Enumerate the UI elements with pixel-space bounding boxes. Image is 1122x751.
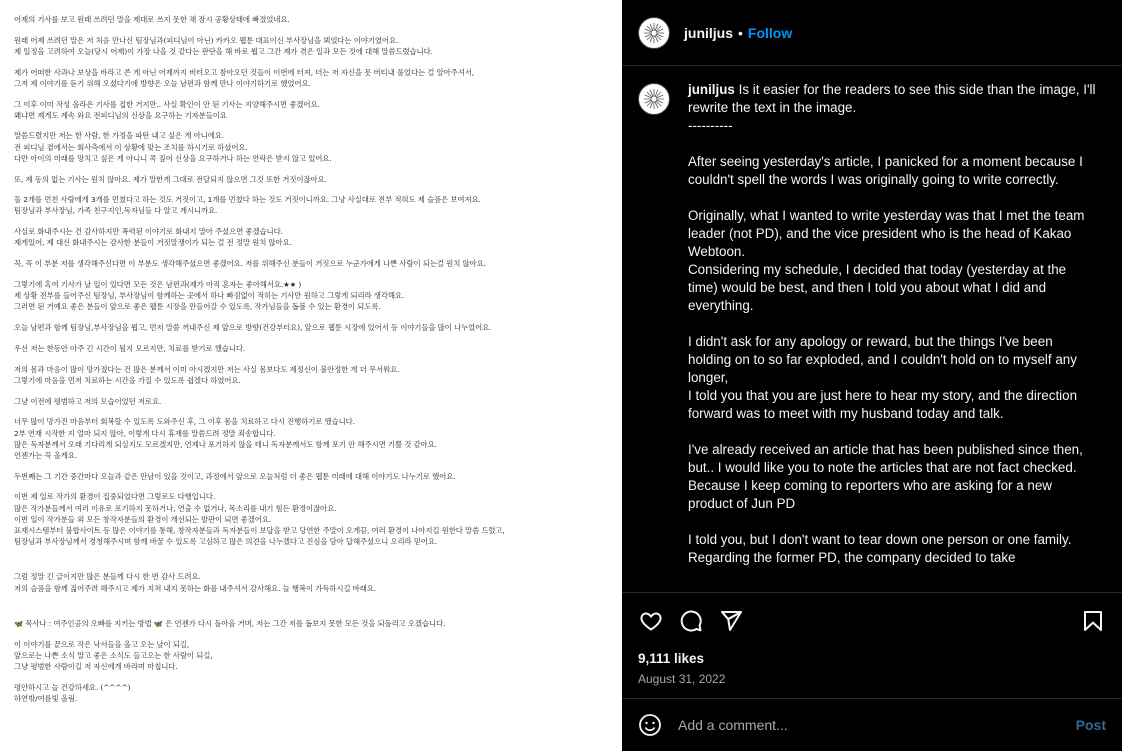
image-text-line: 원래 어제 쓰려던 말은 저 처음 만나신 팀장님과(피디님이 아닌) 카카오 웹툰 대표이신 부사장님을 뵈었다는 이야기였어요.	[14, 35, 399, 45]
image-text-line: 이번 일이 작가분들 외 모든 창작자분들의 환경이 개선되는 발판이 되면 좋겠어요.	[14, 514, 272, 524]
caption-line: I told you, but I don't want to tear down one person or one family.	[688, 532, 1072, 547]
image-text-paragraph	[14, 682, 608, 704]
image-text-paragraph	[14, 226, 608, 248]
image-text-paragraph	[14, 130, 608, 164]
post-actions	[638, 606, 1106, 636]
caption-line: I told you that you are just here to hear my story, and the direction forward was to meet with my husband today and talk.	[688, 388, 1078, 421]
image-text-line: 그저 제 이야기를 듣기 위해 오셨다기에 방향은 오늘 남편과 함께 만나 이야기하기로 했었어요.	[14, 78, 311, 88]
image-text-paragraph	[14, 416, 608, 461]
comment-icon[interactable]	[678, 608, 704, 634]
caption-line: Because I keep coming to reporters who are asking for a new product of Jun PD	[688, 478, 1052, 511]
image-text-line: 그럼 정말 긴 글이지만 많은 분들께 다시 한 번 감사 드려요.	[14, 572, 201, 582]
image-text-line: 많은 작가분들께서 여러 이유로 포기하지 못하거나, 연출 수 없거나, 목소리를 내기 힘든 환경이잖아요.	[14, 503, 337, 513]
image-text-paragraph	[14, 343, 608, 354]
comment-bar	[622, 699, 1122, 751]
post-button[interactable]: Post	[1075, 717, 1106, 733]
image-text-line: 둘 2개를 먼친 사람에게 3개를 먼쳤다고 하는 것도 거짓이고, 1개를 먼쳤다 하는 것도 거짓이니까요. 그냥 사실대로 전부 적혀도 제 슬픔은 보여져요.	[14, 195, 481, 205]
image-text-line: 제가 어떠한 사과나 보상을 바라고 쓴 게 아닌 어제까지 버텨오고 참아오던 것들이 이번에 터져, 더는 저 자신을 못 버티내 풀었다는 걸 알아주셔서,	[14, 67, 475, 77]
image-text-paragraph	[14, 99, 608, 121]
image-text-line: 제 일정을 고려하여 오늘(당시 어제)이 가장 나을 것 같다는 판단을 해 바로 뵙고 그간 제가 겪은 일과 모든 것에 대해 말씀드렸습니다.	[14, 46, 433, 56]
post-header	[622, 0, 1122, 66]
image-text-paragraph	[14, 194, 608, 216]
header-username[interactable]: juniljus	[684, 24, 733, 41]
caption-avatar[interactable]	[638, 83, 670, 115]
image-text-line: 그렇기에 혹여 기사가 날 일이 있다면 모든 것은 남편과(제가 아직 혼자는 좋아해서요.★★ )	[14, 279, 302, 289]
caption-line: I didn't ask for any apology or reward, but the things I've been holding on to so far exploded, and I couldn't hold on to myself any longer,	[688, 334, 1077, 385]
image-text-paragraph	[14, 35, 608, 57]
likes-count[interactable]: 9,111 likes	[638, 651, 705, 666]
image-text-line: 너무 많이 망가진 마음부터 회복할 수 있도록 도와주신 후, 그 이후 몸을 치료하고 다시 진행하기로 했습니다.	[14, 417, 355, 427]
image-text-paragraph	[14, 396, 608, 407]
image-text-paragraph	[14, 279, 608, 313]
image-text-line: 두번째는 그 기간 중간마다 오늘과 같은 만남이 있을 것이고, 과정에서 앞으로 오늘처럼 더 좋은 웹툰 미래에 대해 이야기도 나누기로 했어요.	[14, 471, 456, 481]
caption-line: Originally, what I wanted to write yesterday was that I met the team leader (not PD), and the vice president who is the head of Kakao Webtoon.	[688, 208, 1085, 259]
image-text-line: 왜냐면 제게도 계속 와요 전피디님의 신상을 요구하는 기자분들이요	[14, 110, 227, 120]
follow-button[interactable]: Follow	[747, 24, 793, 41]
image-text-line: 오늘 남편과 함께 팀장님,부사장님을 뵙고, 먼저 말씀 꺼내주신 제 앞으로 방향(건강부터요), 앞으로 웹툰 시장에 있어서 등 이야기들을 많이 나누었어요.	[14, 323, 492, 333]
image-text-line: 또, 제 동의 없는 기사는 원치 않아요. 제가 말한게 그대로 전달되지 않으면 그것 또한 거짓이잖아요.	[14, 174, 327, 184]
image-text-line: 우선 저는 한동안 아주 긴 시간이 될지 모르지만, 치료를 받기로 했습니다.	[14, 344, 246, 354]
post-side-panel	[622, 0, 1122, 751]
caption-blank-line	[688, 423, 1098, 441]
caption-blank-line	[688, 135, 1098, 153]
avatar[interactable]	[638, 17, 670, 49]
emoji-icon[interactable]	[638, 713, 662, 737]
image-text-line: 그 이후 이미 작성 올라온 기사를 접한 거지만.. 사실 확인이 안 된 기사는 지양해주시면 좋겠어요.	[14, 99, 320, 109]
image-text-paragraph	[14, 491, 608, 547]
image-text-line: 저의 몸과 마음이 많이 망가졌다는 건 많은 분께서 이미 아시겠지만 저는 사실 몸보다도 제정신이 불안정한 게 더 무서워요.	[14, 364, 400, 374]
image-text-line: 그냥 이전에 평범하고 저의 모습이었던 저로요.	[14, 396, 162, 406]
image-text-paragraph	[14, 322, 608, 333]
image-text-line: 이번 제 일로 작가의 환경이 집중되었다면 그렇로도 다행입니다.	[14, 492, 216, 502]
header-separator: •	[738, 24, 743, 41]
image-text-line: 표재시스템부터 불합사이트 등 많은 이야기를 통해, 창작자분들과 독자분들이 보답을 받고 당연한 주말이 오게끔, 여러 환경이 나아지길 원한다 말씀 드렸고,	[14, 526, 505, 535]
share-icon[interactable]	[718, 608, 744, 634]
image-text-line: 그냥 평범한 사람이길 저 자신에게 바라며 마칩니다.	[14, 661, 178, 671]
image-text-line: 앞으로는 나쁜 소식 말고 좋은 소식도 들고오는 한 사람이 되길,	[14, 650, 213, 660]
image-text-paragraph	[14, 67, 608, 89]
image-text-line: 🦋 목사나 : 여주인공의 오빠를 지키는 방법 🦋 은 언젠가 다시 돌아올 거며, 저는 그간 저를 돕보지 못한 모든 것을 되돌리고 오겠습니다.	[14, 618, 446, 628]
image-text-line: 그러면 된 거예요 좋은 분들이 앞으로 좋은 웹툰 시장을 만들어갈 수 있도록, 작가님들을 돕볼 수 있는 환경이 되도록.	[14, 302, 381, 312]
image-text-paragraph	[14, 639, 608, 673]
avatar-starburst-icon	[642, 87, 666, 111]
image-text-line: 저의 슬픔을 함께 짊어주려 해주시고 제가 지쳐 내지 못하는 화를 내주셔서 감사해요. 늘 행복이 가득하시길 바래요.	[14, 583, 377, 593]
image-text-line: 사실로 화내주시는 건 감사하지만 폭력된 이야기로 화내지 말아 주셨으면 좋겠습니다.	[14, 227, 283, 237]
image-text-line: 평안하시고 늘 건강하세요. (^^^^)	[14, 682, 131, 692]
image-text-paragraph	[14, 571, 608, 593]
avatar-starburst-icon	[642, 21, 666, 45]
caption-line: Is it easier for the readers to see this side than the image, I'll rewrite the text in the image.	[688, 82, 1096, 115]
image-text-line: 제게있어, 제 대신 화내주시는 감사한 분들이 거짓말쟁이가 되는 걸 전 정말 원치 않아요.	[14, 238, 292, 248]
image-text-line: 팀장님과 부사장님께서 경청해주시며 함께 바꿀 수 있도록 고심하고 많은 의견을 나누겠다고 진심을 담아 답해주셨으니 오리라 믿어요.	[14, 537, 438, 547]
bookmark-icon[interactable]	[1080, 608, 1106, 634]
image-text-paragraph	[14, 364, 608, 386]
image-text-line: 언젠가는 꼭 올게요.	[14, 450, 78, 460]
caption-blank-line	[688, 315, 1098, 333]
image-text-line: 그렇기에 마음을 먼저 치료하는 시간을 가질 수 있도록 쉽겠다 하였어요.	[14, 375, 241, 385]
image-text-line: 하연밖/여름빛 올림.	[14, 693, 78, 703]
comment-input[interactable]	[678, 717, 1066, 733]
image-text-line: 꼭, 꼭 이 부분 저를 생각해주신다면 이 부분도 생각해주셨으면 좋겠어요. 저를 위해주신 분들이 거짓으로 누군가에게 나쁜 사람이 되는걸 원치 않아요.	[14, 259, 486, 269]
image-text-line: 팀장님과 부사장님, 가족 친구지인,독자님들 다 알고 계시니까요.	[14, 206, 218, 216]
caption-scroll-area[interactable]	[622, 67, 1122, 591]
heart-icon[interactable]	[638, 608, 664, 634]
image-text-paragraph	[14, 14, 608, 25]
image-text-line: 2부 연재 시작한 지 얼마 되지 않아, 이렇게 다시 휴재를 말씀드려 정말 죄송합니다.	[14, 428, 276, 438]
image-text-line: 이 이야기를 끝으로 작은 낙서들을 올고 오는 날이 되길,	[14, 639, 190, 649]
caption-line: ----------	[688, 118, 733, 133]
caption-blank-line	[688, 189, 1098, 207]
divider	[622, 592, 1122, 593]
image-text-paragraph	[14, 471, 608, 482]
caption-line: After seeing yesterday's article, I panicked for a moment because I couldn't spell the words I was originally going to write correctly.	[688, 154, 1083, 187]
caption-line: Considering my schedule, I decided that today (yesterday at the time) would be best, and then I told you about what I did and everything.	[688, 262, 1067, 313]
image-text-paragraph	[14, 258, 608, 269]
caption-text	[688, 81, 1098, 591]
image-text-line: 제 상황 전부를 들어주신 팀장님, 부사장님이 함께하는 곳에서 하나 빠짐없이 적히는 기사만 원하고 그렇게 되리라 생각해요.	[14, 290, 405, 300]
image-text-line: 많은 독자분께서 오래 기다리게 되실지도 모르겠지만, 언제나 포기하지 않을 테니 독자분께서도 함께 포기 안 해주시면 기쁠 것 같아요.	[14, 439, 437, 449]
image-text-paragraph	[14, 174, 608, 185]
image-text-paragraph	[14, 618, 608, 629]
post-image-text	[14, 14, 608, 704]
image-text-line: 전 피디님 곁에서는 회사측에서 이 상황에 맞는 조치를 하시기로 하셨어요.	[14, 142, 248, 152]
post-date[interactable]: August 31, 2022	[638, 672, 726, 686]
caption-blank-line	[688, 513, 1098, 531]
caption-username[interactable]: juniljus	[688, 82, 735, 97]
caption-line: Regarding the former PD, the company decided to take	[688, 550, 1016, 565]
image-text-line: 말씀드렸지만 저는 한 사람, 한 가정을 파탄 내고 싶은 게 아니에요.	[14, 131, 225, 141]
caption-line: I've already received an article that has been published since then, but.. I would like you to note the articles that are not fact checked.	[688, 442, 1083, 475]
image-text-line: 어제의 기사를 보고 원래 쓰려던 말을 제대로 쓰지 못한 채 잠시 공황상태에 빠졌었네요.	[14, 15, 290, 24]
image-text-line: 다만 아이의 미래를 망치고 싶은 게 아니니 콕 짚어 신상을 요구하거나 하는 연락은 받지 않고 있어요.	[14, 153, 332, 163]
